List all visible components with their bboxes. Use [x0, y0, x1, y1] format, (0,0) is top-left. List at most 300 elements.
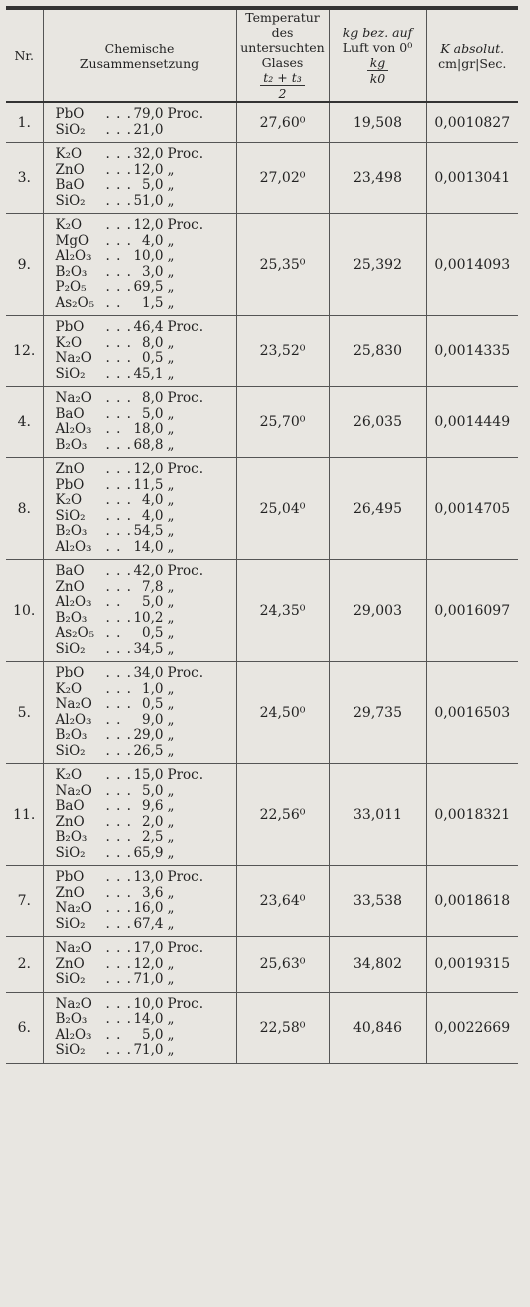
- leader-dots: . .: [105, 294, 122, 311]
- composition-line: [56, 728, 236, 744]
- leader-dots: . . .: [105, 279, 132, 295]
- k-absolute-value: 0,0013041: [426, 143, 518, 214]
- leader-dots: . . .: [105, 609, 132, 626]
- composition-cell: [43, 560, 236, 662]
- leader-dots: . . .: [105, 161, 132, 178]
- percentage-value: 69,5: [133, 279, 164, 295]
- composition-line: [56, 249, 236, 265]
- leader-dots: . . .: [105, 476, 132, 493]
- composition-line: [56, 784, 236, 800]
- oxide-formula: BaO: [55, 798, 85, 814]
- composition-line: [56, 351, 236, 367]
- composition-line: [56, 744, 236, 760]
- unit-mark: Proc.: [167, 106, 204, 122]
- temperature-value: 27,60⁰: [236, 102, 329, 143]
- leader-dots: . . .: [105, 727, 132, 743]
- k-absolute-value: 0,0018321: [426, 764, 518, 866]
- leader-dots: . . .: [105, 232, 132, 249]
- percentage-value: 68,8: [133, 436, 164, 453]
- percentage-value: 10,0: [133, 248, 164, 264]
- leader-dots: . . .: [105, 884, 132, 901]
- percentage-value: 29,0: [133, 727, 164, 743]
- composition-line: [56, 846, 236, 862]
- percentage-value: 14,0: [133, 538, 164, 555]
- percentage-value: 5,0: [142, 1026, 164, 1043]
- percentage-value: 13,0: [133, 869, 164, 885]
- percentage-value: 4,0: [142, 232, 164, 249]
- composition-line: [56, 509, 236, 525]
- unit-mark: „: [167, 844, 175, 861]
- oxide-formula: B₂O₃: [55, 727, 88, 743]
- unit-mark: „: [167, 279, 175, 295]
- k-absolute-value: 0,0016097: [426, 560, 518, 662]
- table-row: [6, 866, 518, 937]
- unit-mark: „: [167, 405, 175, 422]
- oxide-formula: SiO₂: [55, 365, 86, 382]
- oxide-formula: BaO: [55, 563, 85, 579]
- composition-cell: [43, 316, 236, 387]
- unit-mark: Proc.: [167, 995, 204, 1012]
- unit-mark: „: [167, 640, 175, 657]
- composition-line: [56, 438, 236, 454]
- unit-mark: „: [167, 727, 175, 743]
- composition-line: [56, 697, 236, 713]
- oxide-formula: P₂O₅: [55, 279, 87, 295]
- leader-dots: . . .: [105, 106, 132, 122]
- percentage-value: 45,1: [133, 365, 164, 382]
- composition-line: [56, 901, 236, 917]
- k-absolute-value: 0,0014449: [426, 387, 518, 458]
- percentage-value: 5,0: [142, 594, 164, 610]
- unit-mark: Proc.: [167, 940, 204, 956]
- oxide-formula: PbO: [55, 869, 85, 885]
- percentage-value: 2,0: [142, 813, 164, 830]
- table-row: [6, 764, 518, 866]
- oxide-formula: Al₂O₃: [55, 1026, 92, 1043]
- unit-mark: Proc.: [167, 217, 204, 233]
- composition-cell: [43, 143, 236, 214]
- percentage-value: 34,0: [133, 665, 164, 681]
- percentage-value: 42,0: [133, 563, 164, 579]
- unit-mark: „: [167, 476, 175, 493]
- row-number: 4.: [6, 387, 43, 458]
- oxide-formula: SiO₂: [55, 971, 86, 987]
- k-absolute-value: 0,0014705: [426, 458, 518, 560]
- unit-mark: [164, 123, 168, 139]
- leader-dots: . . .: [105, 146, 132, 162]
- composition-line: [56, 407, 236, 423]
- percentage-value: 26,5: [133, 742, 164, 759]
- percentage-value: 12,0: [133, 217, 164, 233]
- kg-ratio-value: 40,846: [329, 992, 426, 1063]
- percentage-value: 8,0: [142, 334, 164, 351]
- unit-mark: „: [167, 350, 175, 366]
- kg-ratio-value: 33,538: [329, 866, 426, 937]
- temperature-value: 22,58⁰: [236, 992, 329, 1063]
- percentage-value: 0,5: [142, 696, 164, 712]
- oxide-formula: K₂O: [55, 334, 83, 351]
- kg-ratio-value: 29,003: [329, 560, 426, 662]
- kg-ratio-value: 26,035: [329, 387, 426, 458]
- oxide-formula: ZnO: [55, 884, 85, 901]
- unit-mark: „: [167, 492, 175, 508]
- percentage-value: 0,5: [142, 350, 164, 366]
- header-k-absolute: K absolut. cm|gr|Sec.: [426, 8, 518, 102]
- oxide-formula: Na₂O: [55, 350, 92, 366]
- table-row: [6, 102, 518, 143]
- unit-mark: „: [167, 955, 175, 972]
- leader-dots: . . .: [105, 798, 132, 814]
- unit-mark: „: [167, 365, 175, 382]
- composition-line: [56, 478, 236, 494]
- k-absolute-value: 0,0019315: [426, 937, 518, 993]
- composition-line: [56, 163, 236, 179]
- leader-dots: . . .: [105, 492, 132, 508]
- composition-line: [56, 830, 236, 846]
- leader-dots: . . .: [105, 742, 132, 759]
- percentage-value: 3,6: [142, 884, 164, 901]
- oxide-formula: As₂O₅: [55, 294, 95, 311]
- composition-line: [56, 1012, 236, 1028]
- oxide-formula: BaO: [55, 405, 85, 422]
- composition-line: [56, 972, 236, 988]
- composition-line: [56, 462, 236, 478]
- table-row: [6, 458, 518, 560]
- composition-line: [56, 147, 236, 163]
- kg-ratio-value: 19,508: [329, 102, 426, 143]
- leader-dots: . . .: [105, 844, 132, 861]
- table-row: [6, 143, 518, 214]
- composition-cell: [43, 937, 236, 993]
- composition-line: [56, 234, 236, 250]
- percentage-value: 65,9: [133, 844, 164, 861]
- temperature-value: 22,56⁰: [236, 764, 329, 866]
- oxide-formula: PbO: [55, 319, 85, 335]
- oxide-formula: B₂O₃: [55, 436, 88, 453]
- temperature-value: 27,02⁰: [236, 143, 329, 214]
- percentage-value: 54,5: [133, 523, 164, 539]
- percentage-value: 8,0: [142, 390, 164, 406]
- leader-dots: . . .: [105, 461, 132, 477]
- unit-mark: „: [167, 177, 175, 193]
- header-temperature: Temperatur des untersuchten Glases $\frac{\text{t₂ + t₃}}{2}$: [236, 8, 329, 102]
- percentage-value: 14,0: [133, 1011, 164, 1027]
- composition-line: [56, 682, 236, 698]
- temperature-value: 24,50⁰: [236, 662, 329, 764]
- composition-line: [56, 178, 236, 194]
- oxide-formula: Na₂O: [55, 782, 92, 799]
- row-number: 9.: [6, 214, 43, 316]
- row-number: 2.: [6, 937, 43, 993]
- leader-dots: . . .: [105, 767, 132, 783]
- oxide-formula: Na₂O: [55, 995, 92, 1012]
- percentage-value: 2,5: [142, 829, 164, 845]
- oxide-formula: Na₂O: [55, 900, 92, 916]
- temperature-value: 25,35⁰: [236, 214, 329, 316]
- leader-dots: . . .: [105, 390, 132, 406]
- unit-mark: „: [167, 594, 175, 610]
- table-row: [6, 214, 518, 316]
- leader-dots: . . .: [105, 995, 132, 1012]
- oxide-formula: ZnO: [55, 461, 85, 477]
- composition-line: [56, 422, 236, 438]
- unit-mark: „: [167, 294, 175, 311]
- oxide-formula: B₂O₃: [55, 609, 88, 626]
- percentage-value: 0,5: [142, 625, 164, 641]
- composition-line: [56, 815, 236, 831]
- row-number: 10.: [6, 560, 43, 662]
- percentage-value: 21,0: [133, 121, 164, 138]
- oxide-formula: B₂O₃: [55, 829, 88, 845]
- oxide-formula: ZnO: [55, 578, 85, 595]
- oxide-formula: MgO: [55, 232, 90, 249]
- oxide-formula: K₂O: [55, 492, 83, 508]
- unit-mark: „: [167, 523, 175, 539]
- percentage-value: 12,0: [133, 955, 164, 972]
- composition-line: [56, 367, 236, 383]
- header-composition: Chemische Zusammensetzung: [43, 8, 236, 102]
- unit-mark: „: [167, 625, 175, 641]
- row-number: 7.: [6, 866, 43, 937]
- unit-mark: „: [167, 161, 175, 178]
- leader-dots: . . .: [105, 192, 132, 209]
- composition-line: [56, 280, 236, 296]
- temp-fraction: $\frac{\text{t₂ + t₃}}{2}$: [260, 70, 305, 101]
- leader-dots: . .: [105, 594, 122, 610]
- unit-mark: „: [167, 192, 175, 209]
- oxide-formula: B₂O₃: [55, 523, 88, 539]
- leader-dots: . . .: [105, 940, 132, 956]
- row-number: 1.: [6, 102, 43, 143]
- composition-line: [56, 194, 236, 210]
- leader-dots: . . .: [105, 217, 132, 233]
- oxide-formula: ZnO: [55, 955, 85, 972]
- kg-ratio-value: 34,802: [329, 937, 426, 993]
- leader-dots: . . .: [105, 507, 132, 524]
- percentage-value: 67,4: [133, 915, 164, 932]
- leader-dots: . . .: [105, 350, 132, 366]
- composition-line: [56, 391, 236, 407]
- composition-line: [56, 997, 236, 1013]
- oxide-formula: B₂O₃: [55, 263, 88, 280]
- oxide-formula: Na₂O: [55, 390, 92, 406]
- percentage-value: 7,8: [142, 578, 164, 595]
- glass-conductivity-table: [6, 6, 518, 1064]
- percentage-value: 3,0: [142, 263, 164, 280]
- percentage-value: 12,0: [133, 161, 164, 178]
- leader-dots: . .: [105, 248, 122, 264]
- oxide-formula: PbO: [55, 665, 85, 681]
- row-number: 3.: [6, 143, 43, 214]
- percentage-value: 18,0: [133, 421, 164, 437]
- unit-mark: „: [167, 971, 175, 987]
- unit-mark: „: [167, 680, 175, 697]
- composition-line: [56, 917, 236, 933]
- composition-line: [56, 886, 236, 902]
- leader-dots: . . .: [105, 665, 132, 681]
- oxide-formula: SiO₂: [55, 192, 86, 209]
- percentage-value: 5,0: [142, 405, 164, 422]
- k-absolute-value: 0,0018618: [426, 866, 518, 937]
- composition-line: [56, 870, 236, 886]
- unit-mark: „: [167, 884, 175, 901]
- k-absolute-value: 0,0022669: [426, 992, 518, 1063]
- leader-dots: . . .: [105, 563, 132, 579]
- percentage-value: 79,0: [133, 106, 164, 122]
- percentage-value: 32,0: [133, 146, 164, 162]
- unit-mark: Proc.: [167, 563, 204, 579]
- unit-mark: „: [167, 813, 175, 830]
- leader-dots: . . .: [105, 177, 132, 193]
- composition-line: [56, 123, 236, 139]
- leader-dots: . . .: [105, 813, 132, 830]
- unit-mark: „: [167, 578, 175, 595]
- leader-dots: . .: [105, 1026, 122, 1043]
- oxide-formula: SiO₂: [55, 742, 86, 759]
- unit-mark: „: [167, 900, 175, 916]
- unit-mark: „: [167, 782, 175, 799]
- leader-dots: . . .: [105, 955, 132, 972]
- temperature-value: 23,64⁰: [236, 866, 329, 937]
- leader-dots: . . .: [105, 1042, 132, 1058]
- unit-mark: Proc.: [167, 665, 204, 681]
- composition-line: [56, 595, 236, 611]
- unit-mark: „: [167, 609, 175, 626]
- unit-mark: Proc.: [167, 767, 204, 783]
- unit-mark: „: [167, 711, 175, 728]
- percentage-value: 10,0: [133, 995, 164, 1012]
- unit-mark: „: [167, 507, 175, 524]
- percentage-value: 51,0: [133, 192, 164, 209]
- unit-mark: „: [167, 263, 175, 280]
- leader-dots: . .: [105, 421, 122, 437]
- leader-dots: . . .: [105, 578, 132, 595]
- percentage-value: 15,0: [133, 767, 164, 783]
- kg-ratio-value: 25,830: [329, 316, 426, 387]
- table-row: [6, 662, 518, 764]
- composition-line: [56, 1043, 236, 1059]
- unit-mark: Proc.: [167, 319, 204, 335]
- table-row: [6, 316, 518, 387]
- unit-mark: „: [167, 696, 175, 712]
- oxide-formula: B₂O₃: [55, 1011, 88, 1027]
- percentage-value: 4,0: [142, 492, 164, 508]
- temperature-value: 24,35⁰: [236, 560, 329, 662]
- unit-mark: „: [167, 915, 175, 932]
- leader-dots: . . .: [105, 365, 132, 382]
- percentage-value: 9,0: [142, 711, 164, 728]
- leader-dots: . . .: [105, 319, 132, 335]
- row-number: 12.: [6, 316, 43, 387]
- row-number: 11.: [6, 764, 43, 866]
- composition-line: [56, 540, 236, 556]
- kg-fraction: $\frac{kg}{k0}$: [367, 55, 389, 86]
- oxide-formula: PbO: [55, 106, 85, 122]
- percentage-value: 5,0: [142, 177, 164, 193]
- row-number: 6.: [6, 992, 43, 1063]
- k-absolute-value: 0,0014335: [426, 316, 518, 387]
- oxide-formula: SiO₂: [55, 1042, 86, 1058]
- unit-mark: „: [167, 829, 175, 845]
- unit-mark: „: [167, 1042, 175, 1058]
- k-absolute-value: 0,0010827: [426, 102, 518, 143]
- oxide-formula: SiO₂: [55, 640, 86, 657]
- percentage-value: 34,5: [133, 640, 164, 657]
- composition-line: [56, 768, 236, 784]
- leader-dots: . . .: [105, 263, 132, 280]
- unit-mark: „: [167, 421, 175, 437]
- composition-line: [56, 320, 236, 336]
- percentage-value: 9,6: [142, 798, 164, 814]
- composition-line: [56, 493, 236, 509]
- row-number: 5.: [6, 662, 43, 764]
- leader-dots: . . .: [105, 334, 132, 351]
- unit-mark: Proc.: [167, 869, 204, 885]
- percentage-value: 71,0: [133, 1042, 164, 1058]
- oxide-formula: K₂O: [55, 217, 83, 233]
- leader-dots: . .: [105, 538, 122, 555]
- row-number: 8.: [6, 458, 43, 560]
- unit-mark: Proc.: [167, 461, 204, 477]
- oxide-formula: Al₂O₃: [55, 248, 92, 264]
- leader-dots: . . .: [105, 405, 132, 422]
- composition-cell: [43, 764, 236, 866]
- composition-line: [56, 265, 236, 281]
- composition-line: [56, 107, 236, 123]
- composition-line: [56, 799, 236, 815]
- oxide-formula: ZnO: [55, 161, 85, 178]
- leader-dots: . . .: [105, 680, 132, 697]
- table-row: [6, 387, 518, 458]
- unit-mark: „: [167, 1026, 175, 1043]
- percentage-value: 17,0: [133, 940, 164, 956]
- header-kg: kg bez. auf Luft von 0⁰ $\frac{kg}{k0}$: [329, 8, 426, 102]
- unit-mark: „: [167, 334, 175, 351]
- composition-cell: [43, 214, 236, 316]
- leader-dots: . . .: [105, 523, 132, 539]
- composition-line: [56, 296, 236, 312]
- header-nr: Nr.: [6, 8, 43, 102]
- oxide-formula: PbO: [55, 476, 85, 493]
- oxide-formula: Al₂O₃: [55, 538, 92, 555]
- oxide-formula: K₂O: [55, 146, 83, 162]
- unit-mark: Proc.: [167, 146, 204, 162]
- oxide-formula: Al₂O₃: [55, 421, 92, 437]
- unit-mark: „: [167, 798, 175, 814]
- percentage-value: 10,2: [133, 609, 164, 626]
- composition-line: [56, 580, 236, 596]
- percentage-value: 16,0: [133, 900, 164, 916]
- k-absolute-value: 0,0014093: [426, 214, 518, 316]
- leader-dots: . . .: [105, 121, 132, 138]
- oxide-formula: BaO: [55, 177, 85, 193]
- percentage-value: 12,0: [133, 461, 164, 477]
- composition-cell: [43, 662, 236, 764]
- unit-mark: „: [167, 248, 175, 264]
- leader-dots: . . .: [105, 782, 132, 799]
- unit-mark: „: [167, 742, 175, 759]
- kg-ratio-value: 26,495: [329, 458, 426, 560]
- k-absolute-value: 0,0016503: [426, 662, 518, 764]
- temperature-value: 23,52⁰: [236, 316, 329, 387]
- kg-ratio-value: 25,392: [329, 214, 426, 316]
- temperature-value: 25,63⁰: [236, 937, 329, 993]
- table-row: [6, 992, 518, 1063]
- oxide-formula: SiO₂: [55, 915, 86, 932]
- composition-line: [56, 611, 236, 627]
- leader-dots: . .: [105, 711, 122, 728]
- unit-mark: „: [167, 436, 175, 453]
